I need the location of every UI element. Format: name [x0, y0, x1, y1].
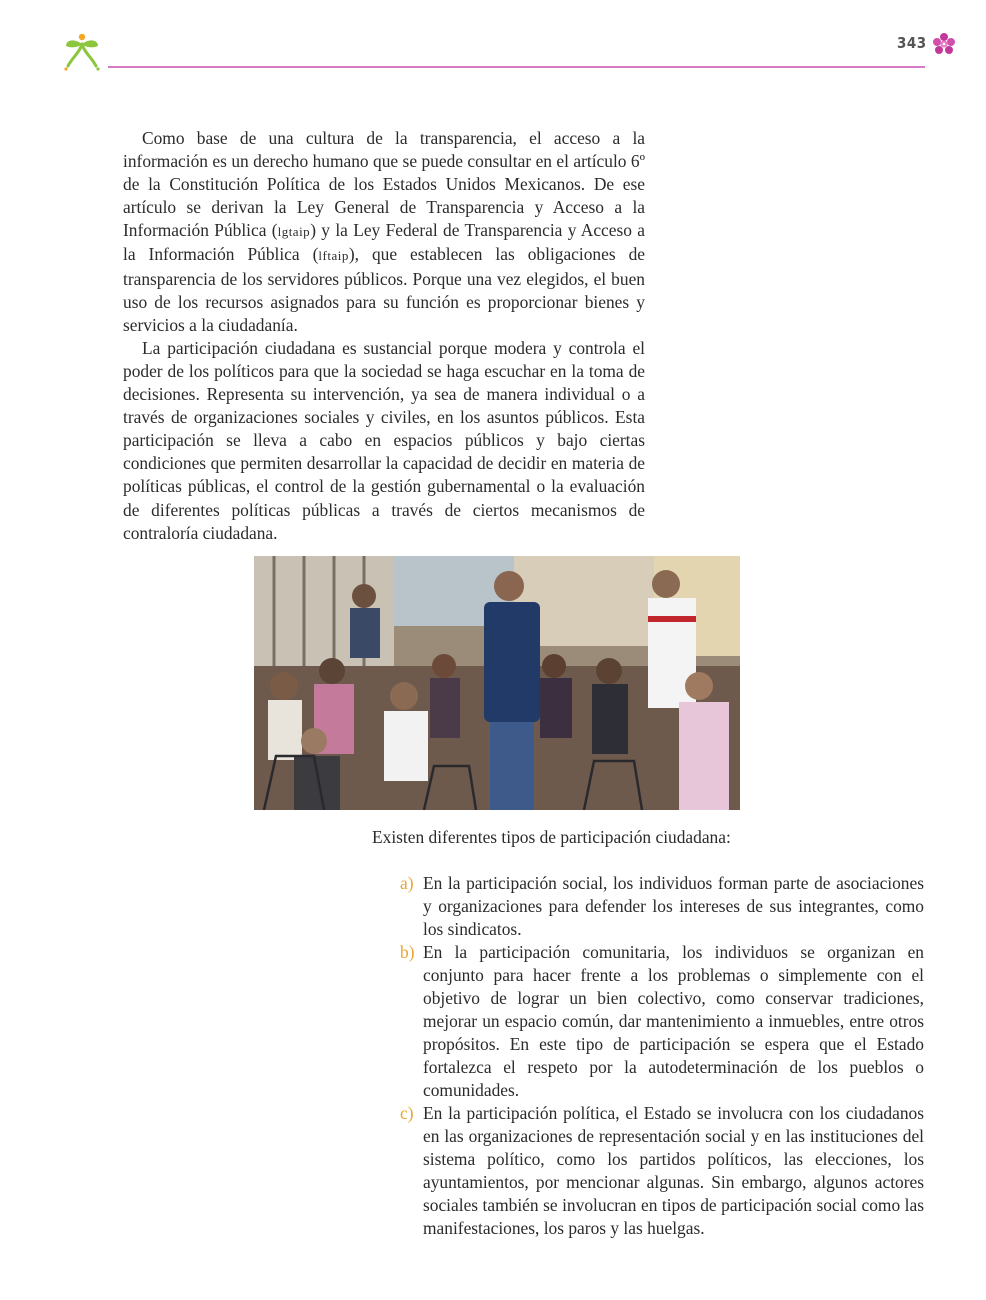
list-item-text: En la participación social, los individuos forman parte de asociaciones y organizaciones para defender los intereses de sus integrantes, como los sindicatos. — [423, 873, 924, 939]
paragraph-participation: La participación ciudadana es sustancial porque modera y controla el poder de los políticos para que la sociedad se haga escuchar en la toma de decisiones. Representa su intervención, ya sea de manera individual o a través de organizaciones sociales y civiles, en los asuntos públicos. Esta participación se lleva a cabo en espacios públicos y bajo ciertas condiciones que permiten desarrollar la capacidad de decidir en materia de políticas públicas, el control de la gestión gubernamental o la evaluación de diferentes políticas públicas a través de ciertos mecanismos de contraloría ciudadana. — [123, 337, 645, 543]
paragraph-transparency: Como base de una cultura de la transparencia, el acceso a la información es un derecho humano que se puede consultar en el artículo 6º de la Constitución Política de los Estados Unidos Mexicanos. De ese artículo se derivan la Ley General de Transparencia y Acceso a la Información Pública (lgtaip) y la Ley Federal de Transparencia y Acceso a la Información Pública (lftaip), que establecen las obligaciones de transparencia de los servidores públicos. Porque una vez elegidos, el buen uso de los recursos asignados para su función es proporcionar bienes y servicios a la ciudadanía. — [123, 128, 646, 335]
abbr-lgtaip: lgtaip — [277, 224, 311, 240]
list-item — [400, 941, 924, 1102]
list-marker: c) — [400, 1103, 414, 1123]
list-item — [400, 872, 924, 941]
list-item-text: En la participación política, el Estado se involucra con los ciudadanos en las organizaciones de representación social y en las instituciones del sistema político, como los partidos políticos, las elecciones, los ayuntamientos, por mencionar algunas. Sin embargo, algunos actores sociales también se involucran en tipos de participación social como las manifestaciones, los paros y las huelgas. — [423, 1103, 924, 1238]
page-number: 343 — [897, 34, 927, 52]
sprout-figure-logo-icon — [60, 32, 104, 72]
header-rule — [108, 66, 925, 68]
flower-cluster-icon — [931, 32, 957, 56]
body-text — [123, 127, 645, 545]
community-meeting-photo — [254, 556, 740, 810]
list-intro: Existen diferentes tipos de participación ciudadana: — [372, 827, 731, 847]
list-marker: a) — [400, 873, 414, 893]
list-item-text: En la participación comunitaria, los individuos se organizan en conjunto para hacer frente a los problemas o simplemente con el objetivo de lograr un bien colectivo, como conservar tradiciones, mejorar un espacio común, dar mantenimiento a inmuebles, entre otros propósitos. En este tipo de participación se espera que el Estado fortalezca el respeto por la autodeterminación de los pueblos o comunidades. — [423, 942, 924, 1100]
list-marker: b) — [400, 942, 415, 962]
participation-types-list — [400, 872, 924, 1240]
list-item — [400, 1102, 924, 1240]
abbr-lftaip: lftaip — [318, 248, 349, 264]
